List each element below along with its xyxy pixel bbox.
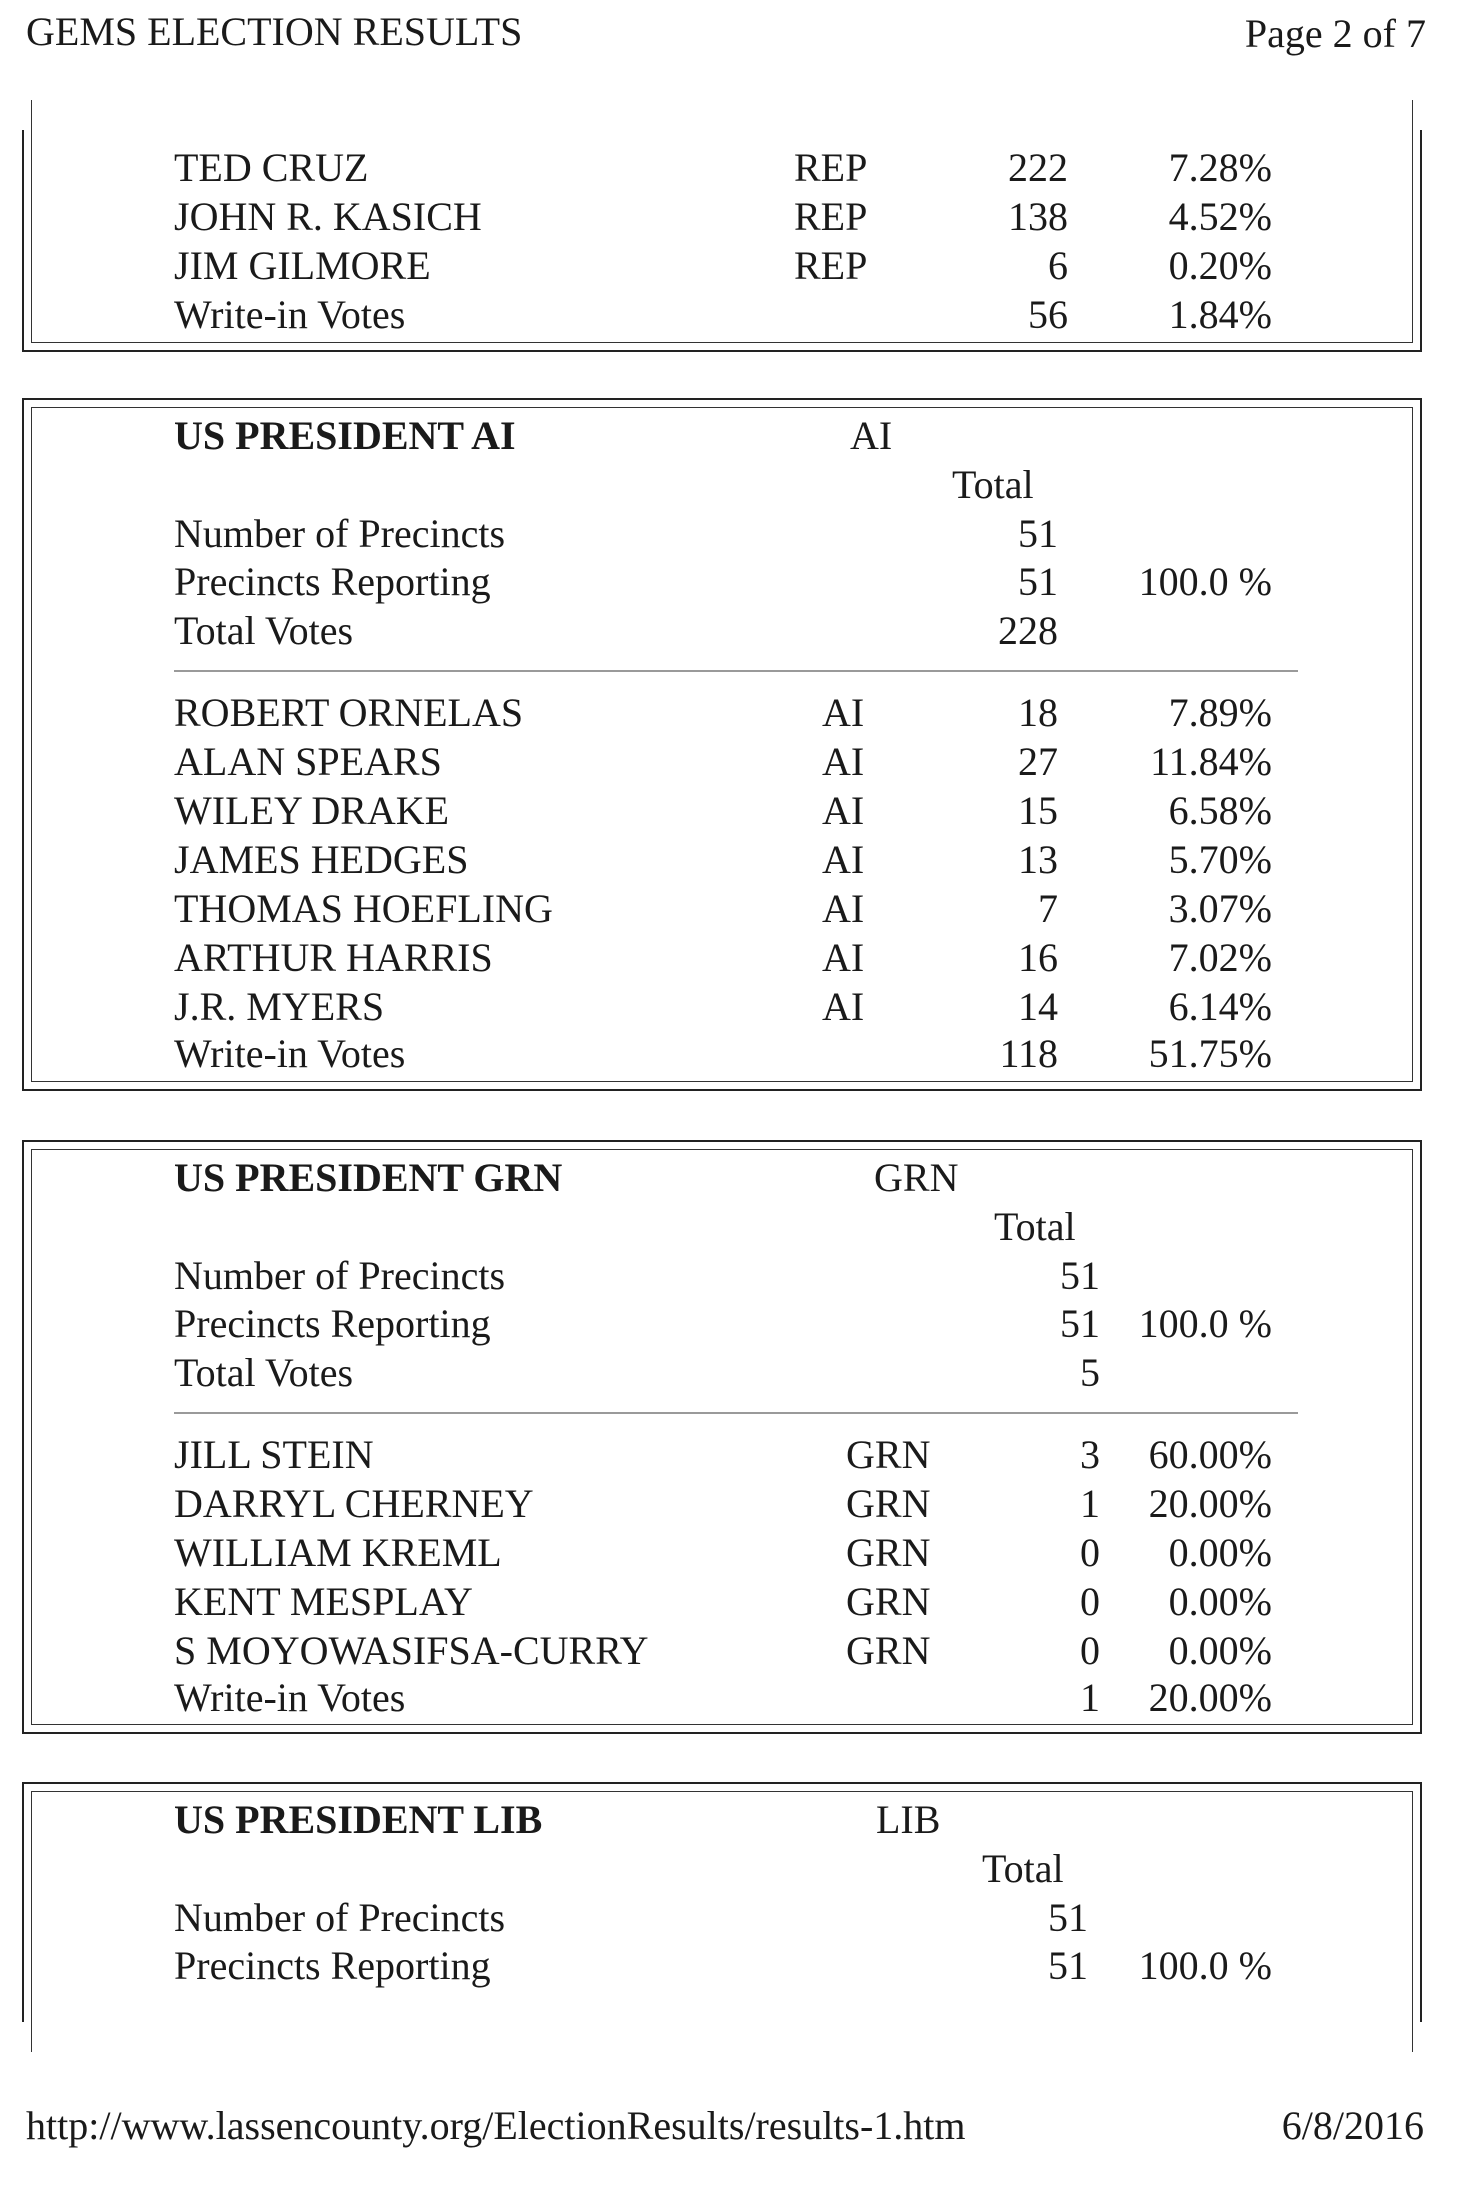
candidate-party: AI (822, 739, 865, 784)
table-row (24, 1627, 1420, 1675)
contest-title-row (24, 1796, 1420, 1844)
stat-label: Precincts Reporting (174, 1943, 491, 1988)
candidate-name: Write-in Votes (174, 1675, 406, 1720)
table-row (24, 1529, 1420, 1577)
candidate-votes: 3 (1080, 1432, 1100, 1477)
total-header-row (24, 1845, 1420, 1893)
candidate-name: ROBERT ORNELAS (174, 690, 524, 735)
candidate-votes: 56 (1028, 292, 1068, 337)
table-row (24, 1349, 1420, 1397)
candidate-name: J.R. MYERS (174, 984, 385, 1029)
candidate-votes: 0 (1080, 1579, 1100, 1624)
candidate-percent: 1.84% (1168, 292, 1272, 337)
candidate-votes: 18 (1018, 690, 1058, 735)
candidate-party: REP (794, 243, 868, 288)
candidate-percent: 0.00% (1168, 1579, 1272, 1624)
stat-label: Number of Precincts (174, 511, 506, 556)
stat-label: Total Votes (174, 608, 354, 653)
candidate-votes: 13 (1018, 837, 1058, 882)
page-number: Page 2 of 7 (1244, 11, 1426, 56)
stat-percent: 100.0 % (1138, 1943, 1272, 1988)
candidate-percent: 11.84% (1150, 739, 1272, 784)
candidate-votes: 118 (999, 1031, 1058, 1076)
contest-title: US PRESIDENT GRN (174, 1155, 563, 1200)
candidate-name: JOHN R. KASICH (174, 194, 482, 239)
candidate-percent: 60.00% (1148, 1432, 1272, 1477)
stat-label: Precincts Reporting (174, 559, 491, 604)
table-row (24, 558, 1420, 606)
candidate-party: AI (822, 935, 865, 980)
section-divider (174, 1412, 1298, 1414)
candidate-party: GRN (846, 1530, 931, 1575)
stat-value: 5 (1080, 1350, 1100, 1395)
section-divider (174, 670, 1298, 672)
stat-label: Number of Precincts (174, 1895, 506, 1940)
candidate-name: JILL STEIN (174, 1432, 374, 1477)
candidate-votes: 7 (1038, 886, 1058, 931)
stat-value: 51 (1048, 1895, 1088, 1940)
candidate-percent: 20.00% (1148, 1481, 1272, 1526)
candidate-percent: 5.70% (1168, 837, 1272, 882)
source-url: http://www.lassencounty.org/ElectionResults/results-1.htm (26, 2103, 966, 2148)
table-row (24, 607, 1420, 655)
candidate-votes: 1 (1080, 1481, 1100, 1526)
table-row (24, 1252, 1420, 1300)
contest-box-ai (22, 398, 1422, 1091)
candidate-party: AI (822, 837, 865, 882)
print-date: 6/8/2016 (1281, 2103, 1424, 2148)
stat-value: 51 (1048, 1943, 1088, 1988)
stat-label: Total Votes (174, 1350, 354, 1395)
candidate-party: AI (822, 984, 865, 1029)
candidate-percent: 0.00% (1168, 1530, 1272, 1575)
contest-box-grn (22, 1140, 1422, 1734)
candidate-name: TED CRUZ (174, 145, 369, 190)
table-row (24, 738, 1420, 786)
total-column-header: Total (982, 1846, 1064, 1891)
table-row (24, 510, 1420, 558)
candidate-percent: 0.20% (1168, 243, 1272, 288)
table-row (24, 1431, 1420, 1479)
contest-title: US PRESIDENT LIB (174, 1797, 543, 1842)
table-row (24, 885, 1420, 933)
contest-box-lib (22, 1782, 1422, 2022)
contest-party: AI (850, 413, 893, 458)
candidate-percent: 7.28% (1168, 145, 1272, 190)
candidate-percent: 7.02% (1168, 935, 1272, 980)
candidate-votes: 0 (1080, 1628, 1100, 1673)
candidate-name: Write-in Votes (174, 1031, 406, 1076)
candidate-percent: 51.75% (1148, 1031, 1272, 1076)
table-row (24, 983, 1420, 1031)
table-row (24, 193, 1420, 241)
candidate-party: GRN (846, 1481, 931, 1526)
candidate-percent: 4.52% (1168, 194, 1272, 239)
total-header-row (24, 1203, 1420, 1251)
table-row (24, 787, 1420, 835)
table-row (24, 291, 1420, 339)
candidate-name: JIM GILMORE (174, 243, 431, 288)
candidate-votes: 1 (1080, 1675, 1100, 1720)
candidate-votes: 16 (1018, 935, 1058, 980)
table-row (24, 1300, 1420, 1348)
report-title: GEMS ELECTION RESULTS (26, 9, 523, 54)
stat-percent: 100.0 % (1138, 559, 1272, 604)
candidate-percent: 6.14% (1168, 984, 1272, 1029)
candidate-votes: 15 (1018, 788, 1058, 833)
candidate-name: ARTHUR HARRIS (174, 935, 493, 980)
contest-party: GRN (874, 1155, 959, 1200)
table-row (24, 1674, 1420, 1722)
contest-continued-box (22, 130, 1422, 352)
candidate-percent: 3.07% (1168, 886, 1272, 931)
table-row (24, 1942, 1420, 1990)
stat-value: 51 (1060, 1253, 1100, 1298)
stat-value: 51 (1060, 1301, 1100, 1346)
table-row (24, 1894, 1420, 1942)
total-column-header: Total (952, 462, 1034, 507)
contest-title: US PRESIDENT AI (174, 413, 516, 458)
candidate-party: GRN (846, 1432, 931, 1477)
candidate-party: GRN (846, 1628, 931, 1673)
stat-value: 51 (1018, 559, 1058, 604)
contest-party: LIB (876, 1797, 941, 1842)
table-row (24, 689, 1420, 737)
table-row (24, 934, 1420, 982)
table-row (24, 1480, 1420, 1528)
candidate-votes: 14 (1018, 984, 1058, 1029)
candidate-percent: 0.00% (1168, 1628, 1272, 1673)
total-header-row (24, 461, 1420, 509)
candidate-votes: 0 (1080, 1530, 1100, 1575)
contest-title-row (24, 412, 1420, 460)
stat-value: 51 (1018, 511, 1058, 556)
candidate-party: AI (822, 886, 865, 931)
table-row (24, 836, 1420, 884)
total-column-header: Total (994, 1204, 1076, 1249)
stat-label: Precincts Reporting (174, 1301, 491, 1346)
stat-percent: 100.0 % (1138, 1301, 1272, 1346)
candidate-votes: 6 (1048, 243, 1068, 288)
candidate-name: ALAN SPEARS (174, 739, 442, 784)
candidate-name: Write-in Votes (174, 292, 406, 337)
candidate-name: S MOYOWASIFSA-CURRY (174, 1628, 649, 1673)
candidate-votes: 222 (1008, 145, 1068, 190)
candidate-party: AI (822, 788, 865, 833)
candidate-party: REP (794, 145, 868, 190)
candidate-percent: 20.00% (1148, 1675, 1272, 1720)
table-row (24, 1578, 1420, 1626)
table-row (24, 1030, 1420, 1078)
stat-value: 228 (998, 608, 1058, 653)
contest-title-row (24, 1154, 1420, 1202)
candidate-party: AI (822, 690, 865, 735)
candidate-votes: 138 (1008, 194, 1068, 239)
candidate-party: GRN (846, 1579, 931, 1624)
candidate-name: THOMAS HOEFLING (174, 886, 553, 931)
candidate-name: WILEY DRAKE (174, 788, 450, 833)
candidate-party: REP (794, 194, 868, 239)
candidate-percent: 7.89% (1168, 690, 1272, 735)
candidate-name: DARRYL CHERNEY (174, 1481, 534, 1526)
candidate-votes: 27 (1018, 739, 1058, 784)
candidate-name: KENT MESPLAY (174, 1579, 473, 1624)
stat-label: Number of Precincts (174, 1253, 506, 1298)
candidate-name: JAMES HEDGES (174, 837, 469, 882)
candidate-name: WILLIAM KREML (174, 1530, 502, 1575)
table-row (24, 242, 1420, 290)
table-row (24, 144, 1420, 192)
candidate-percent: 6.58% (1168, 788, 1272, 833)
